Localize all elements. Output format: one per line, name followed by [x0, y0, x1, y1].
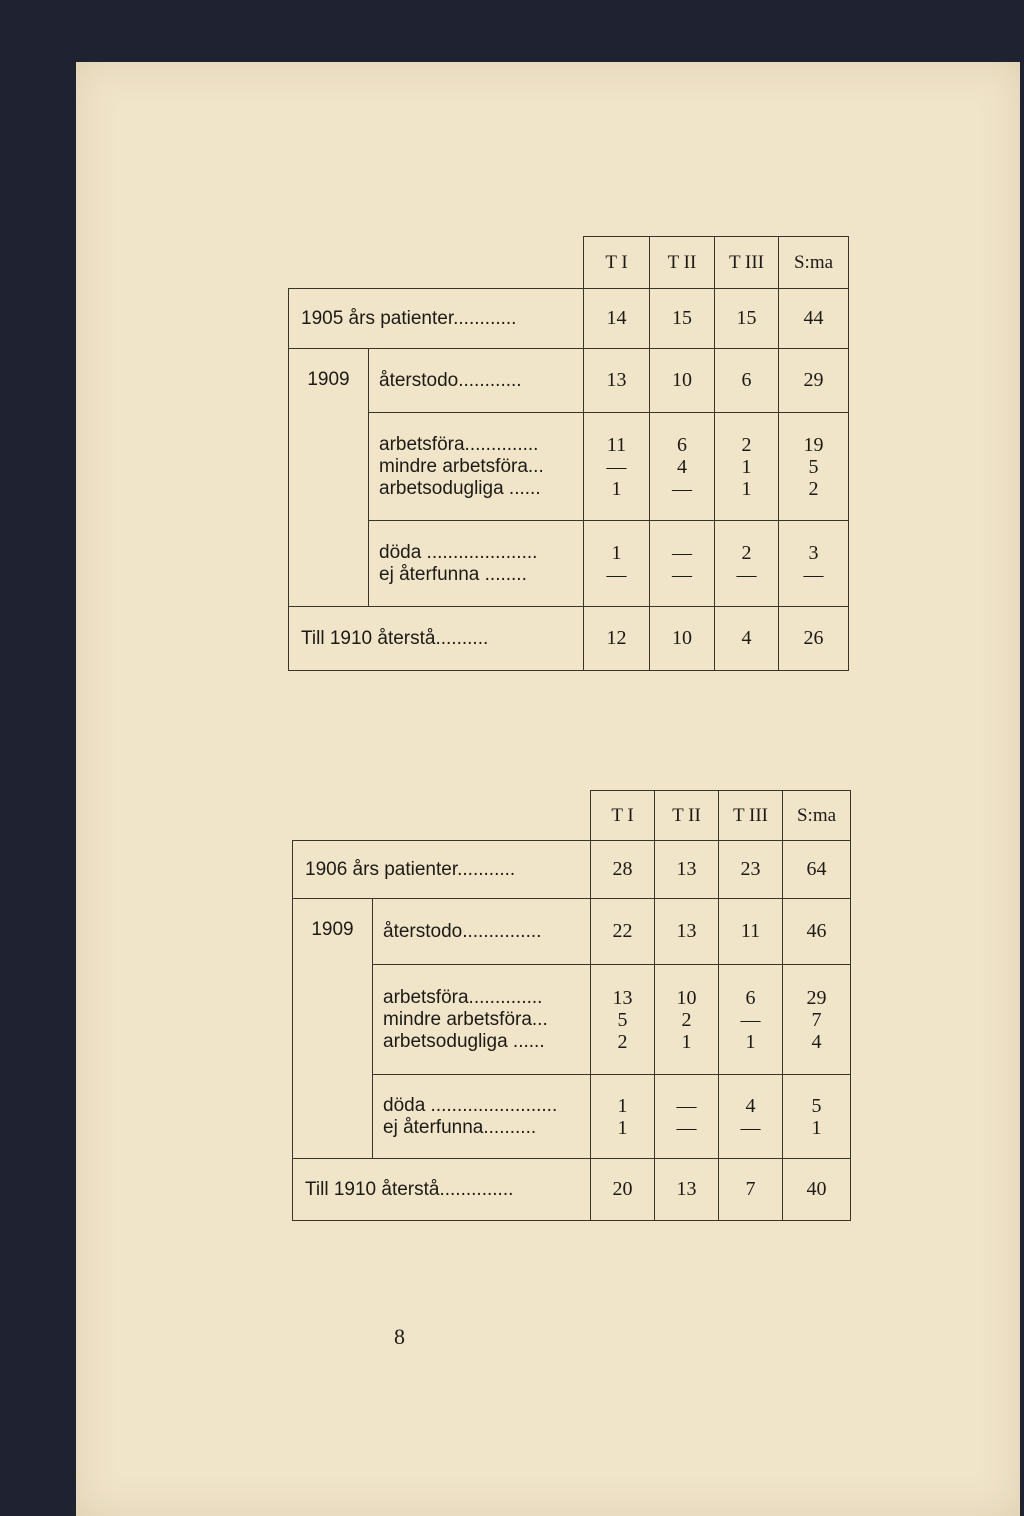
- total-row: [289, 607, 849, 671]
- remaining-label: återstodo...............: [373, 899, 591, 965]
- patients-row: [293, 841, 851, 899]
- cell: 1: [745, 1030, 756, 1053]
- cell: 20: [591, 1159, 655, 1221]
- status-label-unfit: arbetsodugliga ......: [379, 477, 541, 499]
- cell: 10: [650, 607, 715, 671]
- cell: 14: [584, 289, 650, 349]
- patient-table-1906: [292, 790, 850, 1220]
- cell: 13: [612, 986, 633, 1009]
- cell: 6: [715, 349, 779, 413]
- cell: —: [672, 477, 692, 500]
- status-label-unfit: arbetsodugliga ......: [383, 1030, 545, 1052]
- cell: —: [803, 563, 824, 586]
- cell: 4: [677, 455, 687, 478]
- cell: 15: [715, 289, 779, 349]
- remaining-label: återstodo............: [369, 349, 584, 413]
- year-label: 1909: [289, 349, 369, 607]
- cell: 46: [783, 899, 851, 965]
- cell: 29: [779, 349, 849, 413]
- cell: —: [736, 563, 757, 586]
- header-t1: T I: [591, 791, 655, 841]
- cell: 5: [617, 1008, 628, 1031]
- cell: 1: [617, 1094, 628, 1117]
- status-labels: [369, 413, 584, 521]
- cell: 7: [719, 1159, 783, 1221]
- status-label-fit: arbetsföra..............: [383, 986, 543, 1008]
- cell: 4: [811, 1030, 822, 1053]
- header-t3: T III: [715, 237, 779, 289]
- cell: 10: [676, 986, 697, 1009]
- cell: 11: [606, 433, 627, 456]
- cell: 1: [611, 541, 622, 564]
- cell: 1: [741, 455, 752, 478]
- total-label: Till 1910 återstå..............: [293, 1159, 591, 1221]
- cell: 4: [715, 607, 779, 671]
- cell: 2: [741, 433, 752, 456]
- status-labels: [373, 965, 591, 1075]
- outcome-label-not-found: ej återfunna ........: [379, 563, 527, 585]
- cell: 2: [681, 1008, 692, 1031]
- header-t1: T I: [584, 237, 650, 289]
- total-row: [293, 1159, 851, 1221]
- cell: 1: [741, 477, 752, 500]
- outcome-label-dead: döda ........................: [383, 1094, 558, 1116]
- cell: 26: [779, 607, 849, 671]
- cell: 2: [808, 477, 819, 500]
- cell: 22: [591, 899, 655, 965]
- cell: —: [740, 1008, 761, 1031]
- status-label-less-fit: mindre arbetsföra...: [379, 455, 544, 477]
- cell: —: [606, 455, 627, 478]
- cell: —: [672, 563, 692, 586]
- total-label: Till 1910 återstå..........: [289, 607, 584, 671]
- cell: 1: [811, 1116, 822, 1139]
- cell: 11: [719, 899, 783, 965]
- cell: 1: [681, 1030, 692, 1053]
- status-label-less-fit: mindre arbetsföra...: [383, 1008, 548, 1030]
- header-row: [293, 791, 851, 841]
- remaining-row: [289, 349, 849, 413]
- outcome-label-not-found: ej återfunna..........: [383, 1116, 537, 1138]
- cell: —: [676, 1094, 697, 1117]
- cell: 10: [650, 349, 715, 413]
- cell: 5: [808, 455, 819, 478]
- cell: 1: [617, 1116, 628, 1139]
- cell: 5: [811, 1094, 822, 1117]
- cell: —: [676, 1116, 697, 1139]
- cell: 3: [808, 541, 819, 564]
- patients-label: 1905 års patienter............: [289, 289, 584, 349]
- cell: 19: [803, 433, 824, 456]
- cell: 13: [655, 841, 719, 899]
- header-row: [289, 237, 849, 289]
- cell: 23: [719, 841, 783, 899]
- cell: 29: [806, 986, 827, 1009]
- status-label-fit: arbetsföra..............: [379, 433, 539, 455]
- header-sum: S:ma: [779, 237, 849, 289]
- outcome-labels: [373, 1075, 591, 1159]
- cell: 44: [779, 289, 849, 349]
- status-row: [289, 413, 849, 521]
- cell: 2: [741, 541, 752, 564]
- page-number: 8: [394, 1324, 405, 1349]
- cell: 4: [745, 1094, 756, 1117]
- outcome-row: [289, 521, 849, 607]
- cell: 7: [811, 1008, 822, 1031]
- status-row: [293, 965, 851, 1075]
- cell: 15: [650, 289, 715, 349]
- cell: 13: [655, 899, 719, 965]
- cell: 6: [745, 986, 756, 1009]
- cell: —: [606, 563, 627, 586]
- cell: 40: [783, 1159, 851, 1221]
- outcome-row: [293, 1075, 851, 1159]
- cell: —: [672, 541, 692, 564]
- remaining-row: [293, 899, 851, 965]
- outcome-label-dead: döda .....................: [379, 541, 538, 563]
- cell: 28: [591, 841, 655, 899]
- cell: 6: [677, 433, 687, 456]
- cell: 64: [783, 841, 851, 899]
- cell: 13: [655, 1159, 719, 1221]
- header-t3: T III: [719, 791, 783, 841]
- patients-row: [289, 289, 849, 349]
- patient-table-1905: [288, 236, 848, 670]
- cell: 1: [611, 477, 622, 500]
- header-t2: T II: [655, 791, 719, 841]
- header-sum: S:ma: [783, 791, 851, 841]
- document-page: [76, 62, 1020, 1516]
- patients-label: 1906 års patienter...........: [293, 841, 591, 899]
- header-t2: T II: [650, 237, 715, 289]
- year-label: 1909: [293, 899, 373, 1159]
- cell: —: [740, 1116, 761, 1139]
- cell: 13: [584, 349, 650, 413]
- cell: 12: [584, 607, 650, 671]
- outcome-labels: [369, 521, 584, 607]
- cell: 2: [617, 1030, 628, 1053]
